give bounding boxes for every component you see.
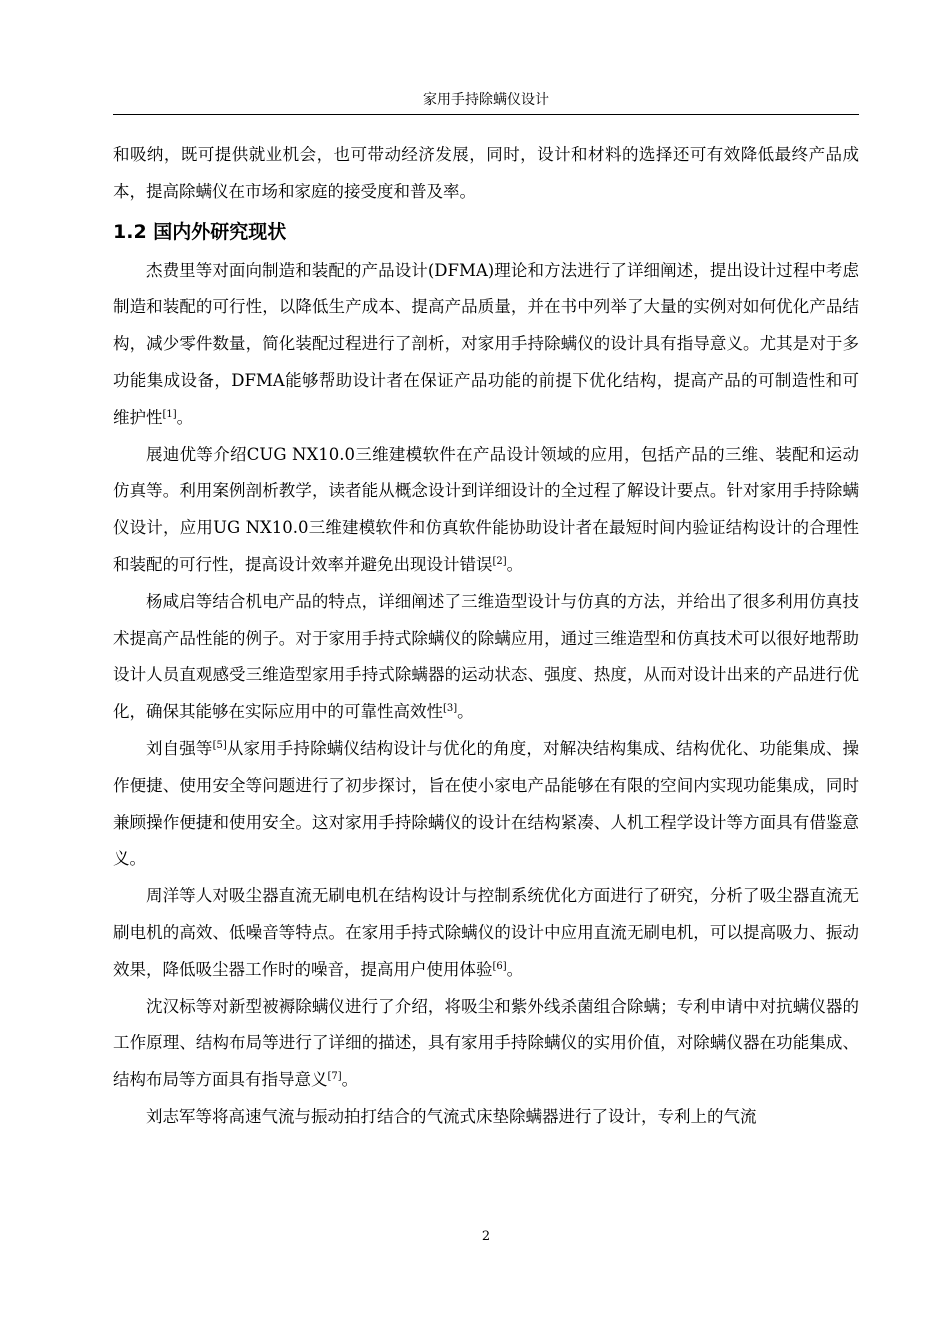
header-rule — [113, 114, 859, 115]
citation: [2] — [492, 555, 507, 567]
paragraph-text: 杨咸启等结合机电产品的特点，详细阐述了三维造型设计与仿真的方法，并给出了很多利用仿真技术提高产品性能的例子。对于家用手持式除螨仪的除螨应用，通过三维造型和仿真技术可以很好地帮助设计人员直观感受三维造型家用手持式除螨器的运动状态、强度、热度，从而对设计出来的产品进行优化，确保其能够在实际应用中的可靠性高效性 — [113, 591, 859, 722]
paragraph-text: 展迪优等介绍CUG NX10.0三维建模软件在产品设计领域的应用，包括产品的三维、装配和运动仿真等。利用案例剖析教学，读者能从概念设计到详细设计的全过程了解设计要点。针对家用手持除螨仪设计，应用UG NX10.0三维建模软件和仿真软件能协助设计者在最短时间内验证结构设计的合理性和装配的可行性，提高设计效率并避免出现设计错误 — [113, 444, 859, 574]
paragraph-structure — [113, 731, 859, 878]
paragraph-ug-nx — [113, 437, 859, 584]
citation: [7] — [327, 1071, 342, 1083]
paragraph-end: 。 — [341, 1070, 359, 1090]
paragraph-dfma — [113, 253, 859, 437]
paragraph-airflow: 刘志军等将高速气流与振动拍打结合的气流式床垫除螨器进行了设计，专利上的气流 — [146, 1106, 757, 1126]
paragraph-text: 周洋等人对吸尘器直流无刷电机在结构设计与控制系统优化方面进行了研究，分析了吸尘器直流无刷电机的高效、低噪音等特点。在家用手持式除螨仪的设计中应用直流无刷电机，可以提高吸力、振动效果，降低吸尘器工作时的噪音，提高用户使用体验 — [113, 886, 859, 979]
intro-paragraph: 和吸纳，既可提供就业机会，也可带动经济发展，同时，设计和材料的选择还可有效降低最终产品成本，提高除螨仪在市场和家庭的接受度和普及率。 — [113, 145, 859, 201]
running-header: 家用手持除螨仪设计 — [423, 92, 549, 108]
paragraph-simulation — [113, 584, 859, 731]
paragraph-lead: 刘自强等 — [146, 738, 213, 758]
citation: [3] — [443, 703, 458, 715]
paragraph-end: 。 — [457, 702, 474, 722]
paragraph-text: 从家用手持除螨仪结构设计与优化的角度，对解决结构集成、结构优化、功能集成、操作便捷、使用安全等问题进行了初步探讨，旨在使小家电产品能够在有限的空间内实现功能集成，同时兼顾操作便捷和使用安全。这对家用手持除螨仪的设计在结构紧凑、人机工程学设计等方面具有借鉴意义。 — [113, 738, 860, 869]
paragraph-text: 杰费里等对面向制造和装配的产品设计(DFMA)理论和方法进行了详细阐述，提出设计过程中考虑制造和装配的可行性，以降低生产成本、提高产品质量，并在书中列举了大量的实例对如何优化产品结构，减少零件数量，简化装配过程进行了剖析，对家用手持除螨仪的设计具有指导意义。尤其是对于多功能集成设备，DFMA能够帮助设计者在保证产品功能的前提下优化结构，提高产品的可制造性和可维护性 — [113, 260, 859, 427]
citation: [1] — [162, 408, 177, 420]
page-number: 2 — [481, 1229, 491, 1244]
paragraph-motor — [113, 878, 859, 988]
paragraph-end: 。 — [506, 959, 524, 979]
paragraph-text: 沈汉标等对新型被褥除螨仪进行了介绍，将吸尘和紫外线杀菌组合除螨；专利申请中对抗螨仪器的工作原理、结构布局等进行了详细的描述，具有家用手持除螨仪的实用价值，对除螨仪器在功能集成、结构布局等方面具有指导意义 — [113, 996, 859, 1090]
citation: [5] — [212, 739, 227, 751]
citation: [6] — [492, 960, 507, 972]
section-heading: 1.2 国内外研究现状 — [113, 220, 287, 243]
page-body — [113, 137, 859, 1136]
paragraph-end: 。 — [506, 554, 524, 574]
paragraph-end: 。 — [176, 407, 194, 427]
paragraph-uv — [113, 989, 859, 1099]
